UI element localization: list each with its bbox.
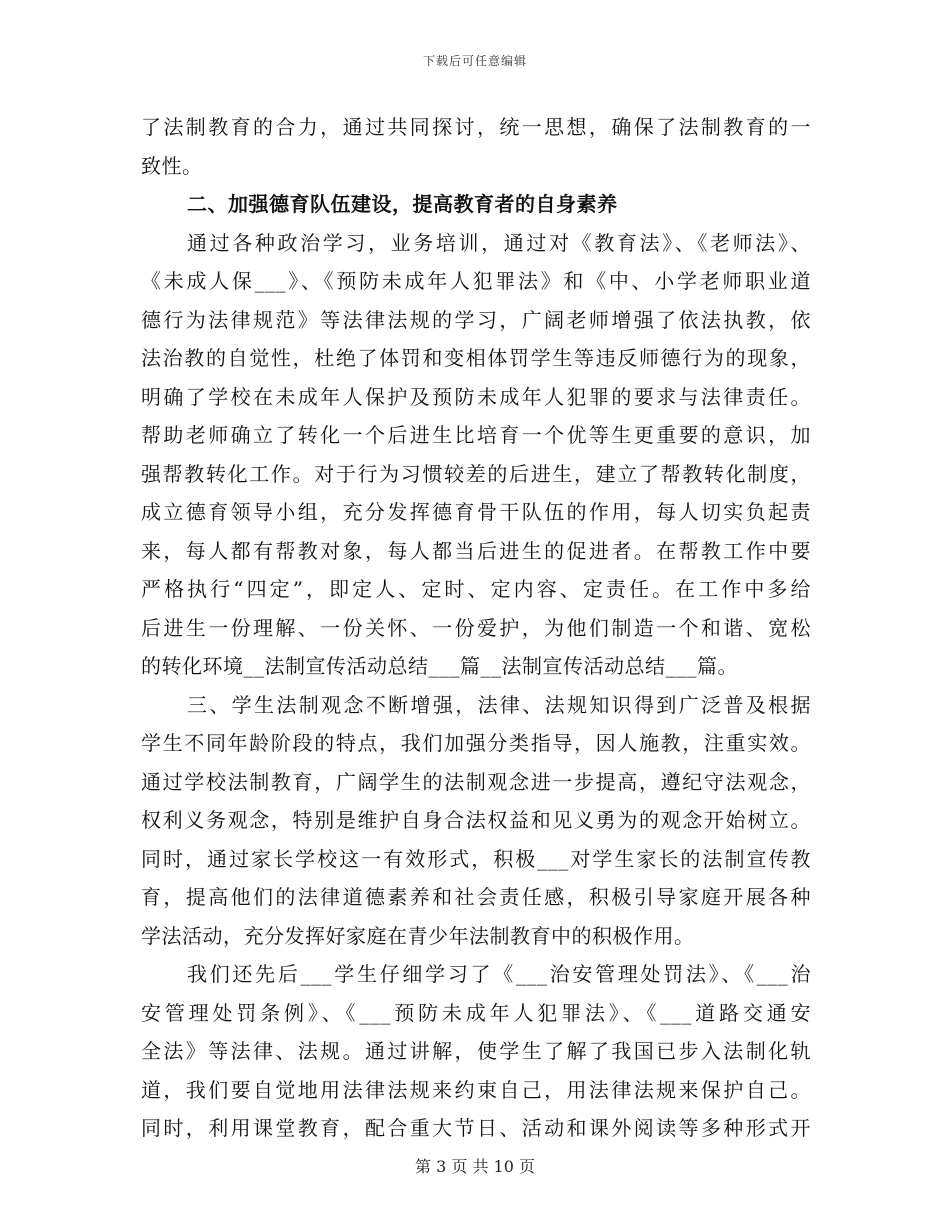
body-line: 致性。 [141, 153, 203, 178]
body-line: 帮助老师确立了转化一个后进生比培育一个优等生更重要的意识，加 [141, 423, 811, 447]
page-number: 第 3 页 共 10 页 [415, 1157, 535, 1176]
body-line: 同时，利用课堂教育，配合重大节日、活动和课外阅读等多种形式开 [141, 1116, 811, 1140]
body-line: 学法活动，充分发挥好家庭在青少年法制教育中的积极作用。 [141, 923, 695, 948]
document-body [141, 108, 811, 1148]
body-line: 来，每人都有帮教对象，每人都当后进生的促进者。在帮教工作中要 [141, 538, 811, 563]
body-line: 我们还先后___学生仔细学习了《___治安管理处罚法》、《___治 [187, 962, 811, 986]
body-line: 了法制教育的合力，通过共同探讨，统一思想，确保了法制教育的一 [141, 115, 811, 139]
body-line: 道，我们要自觉地用法律法规来约束自己，用法律法规来保护自己。 [141, 1077, 811, 1102]
section-heading-paragraph: 三、学生法制观念不断增强，法律、法规知识得到广泛普及根据 [187, 692, 811, 717]
body-line: 安管理处罚条例》、《___预防未成年人犯罪法》、《___道路交通安 [141, 1000, 811, 1025]
body-line: 育，提高他们的法律道德素养和社会责任感，积极引导家庭开展各种 [141, 885, 811, 909]
body-line: 成立德育领导小组，充分发挥德育骨干队伍的作用，每人切实负起责 [141, 500, 811, 524]
page-header-note: 下载后可任意编辑 [422, 54, 527, 68]
body-line: 全法》等法律、法规。通过讲解，使学生了解了我国已步入法制化轨 [141, 1039, 811, 1063]
body-line: 《未成人保___》、《预防未成年人犯罪法》和《中、小学老师职业道 [141, 269, 811, 293]
body-line: 强帮教转化工作。对于行为习惯较差的后进生，建立了帮教转化制度， [141, 461, 811, 486]
body-line: 明确了学校在未成年人保护及预防未成年人犯罪的要求与法律责任。 [141, 384, 811, 409]
body-line: 权利义务观念，特别是维护自身合法权益和见义勇为的观念开始树立。 [141, 808, 811, 832]
body-line: 法治教的自觉性，杜绝了体罚和变相体罚学生等违反师德行为的现象， [141, 346, 811, 370]
body-line: 后进生一份理解、一份关怀、一份爱护，为他们制造一个和谐、宽松 [141, 615, 811, 640]
body-line: 严格执行“四定”，即定人、定时、定内容、定责任。在工作中多给 [141, 577, 811, 601]
body-line: 同时，通过家长学校这一有效形式，积极___对学生家长的法制宣传教 [141, 846, 811, 871]
body-line: 通过学校法制教育，广阔学生的法制观念进一步提高，遵纪守法观念， [141, 769, 811, 794]
body-line: 通过各种政治学习，业务培训，通过对《教育法》、《老师法》、 [187, 230, 811, 255]
body-line: 的转化环境__法制宣传活动总结___篇__法制宣传活动总结___篇。 [141, 654, 738, 678]
body-line: 学生不同年龄阶段的特点，我们加强分类指导，因人施教，注重实效。 [141, 731, 811, 755]
body-line: 德行为法律规范》等法律法规的学习，广阔老师增强了依法执教，依 [141, 307, 811, 332]
section-heading: 二、加强德育队伍建设，提高教育者的自身素养 [187, 192, 618, 216]
